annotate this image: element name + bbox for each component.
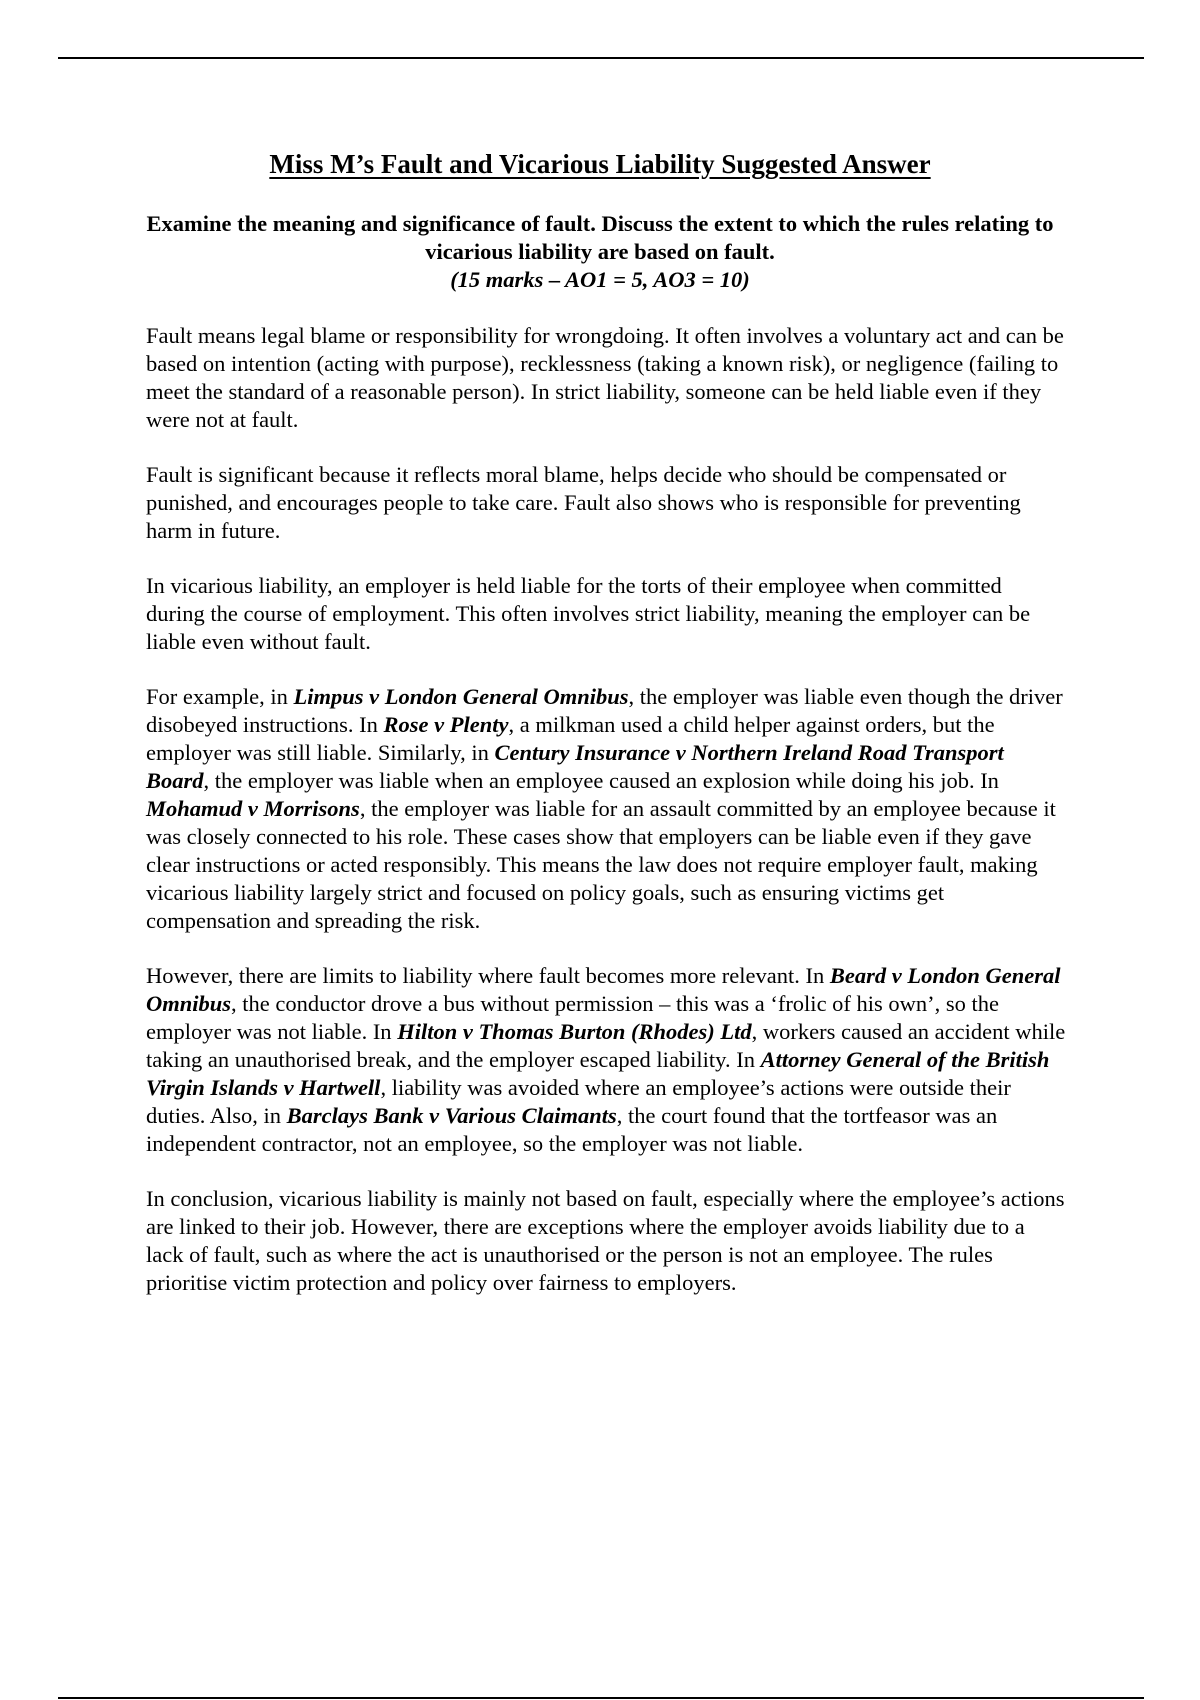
case-name: Hilton v Thomas Burton (Rhodes) Ltd — [397, 1019, 752, 1044]
paragraph-conclusion: In conclusion, vicarious liability is mainly not based on fault, especially where the employee’s actions are linked to their job. However, there are exceptions where the employer avoids liability due to a lack of fault, such as where the act is unauthorised or the person is not an employee. The rules prioritise victim protection and policy over fairness to employers. — [146, 1186, 1065, 1295]
paragraph-limits — [146, 962, 1066, 1158]
paragraph-examples — [146, 683, 1066, 935]
case-name: Limpus v London General Omnibus — [293, 684, 629, 709]
case-name: Rose v Plenty — [383, 712, 509, 737]
paragraph-fault-significance: Fault is significant because it reflects moral blame, helps decide who should be compensated or punished, and encourages people to take care. Fault also shows who is responsible for preventing harm in future. — [146, 462, 1021, 543]
document-title: Miss M’s Fault and Vicarious Liability Suggested Answer — [269, 149, 931, 179]
text-run: For example, in — [146, 684, 294, 709]
case-name: Mohamud v Morrisons — [146, 796, 360, 821]
question-text: Examine the meaning and significance of fault. Discuss the extent to which the rules relating to vicarious liability are based on fault. — [146, 211, 1054, 264]
bottom-rule — [58, 1697, 1144, 1699]
top-rule — [58, 57, 1144, 59]
text-run: , liability was avoided where an employee’s actions were outside their duties. Also, in — [146, 1075, 1011, 1128]
text-run: , the court found that the tortfeasor was an independent contractor, not an employee, so the employer was not liable. — [146, 1103, 998, 1156]
text-run: , the employer was liable when an employee caused an explosion while doing his job. In — [203, 768, 999, 793]
answer-body — [146, 322, 1066, 1324]
case-name: Barclays Bank v Various Claimants — [286, 1103, 617, 1128]
text-run: , the conductor drove a bus without permission – this was a ‘frolic of his own’, so the employer was not liable. In — [146, 991, 1000, 1044]
text-run: However, there are limits to liability where fault becomes more relevant. In — [146, 963, 830, 988]
text-run: , workers caused an accident while taking an unauthorised break, and the employer escaped liability. In — [146, 1019, 1066, 1072]
paragraph-fault-meaning: Fault means legal blame or responsibility for wrongdoing. It often involves a voluntary act and can be based on intention (acting with purpose), recklessness (taking a known risk), or negligence (failing to meet the standard of a reasonable person). In strict liability, someone can be held liable even if they were not at fault. — [146, 323, 1064, 432]
exam-question — [140, 210, 1060, 294]
question-marks: (15 marks – AO1 = 5, AO3 = 10) — [450, 267, 750, 292]
text-run: , the employer was liable for an assault committed by an employee because it was closely connected to his role. These cases show that employers can be liable even if they gave clear instructions or acted responsibly. This means the law does not require employer fault, making vicarious liability largely strict and focused on policy goals, such as ensuring victims get compensation and spreading the risk. — [146, 796, 1056, 933]
case-name: Attorney General of the British Virgin Islands v Hartwell — [146, 1047, 1050, 1100]
case-name: Century Insurance v Northern Ireland Road Transport Board — [146, 740, 1004, 793]
text-run: , the employer was liable even though the driver disobeyed instructions. In — [146, 684, 1063, 737]
case-name: Beard v London General Omnibus — [146, 963, 1061, 1016]
paragraph-vicarious-liability: In vicarious liability, an employer is held liable for the torts of their employee when committed during the course of employment. This often involves strict liability, meaning the employer can be liable even without fault. — [146, 573, 1031, 654]
text-run: , a milkman used a child helper against orders, but the employer was still liable. Similarly, in — [146, 712, 995, 765]
